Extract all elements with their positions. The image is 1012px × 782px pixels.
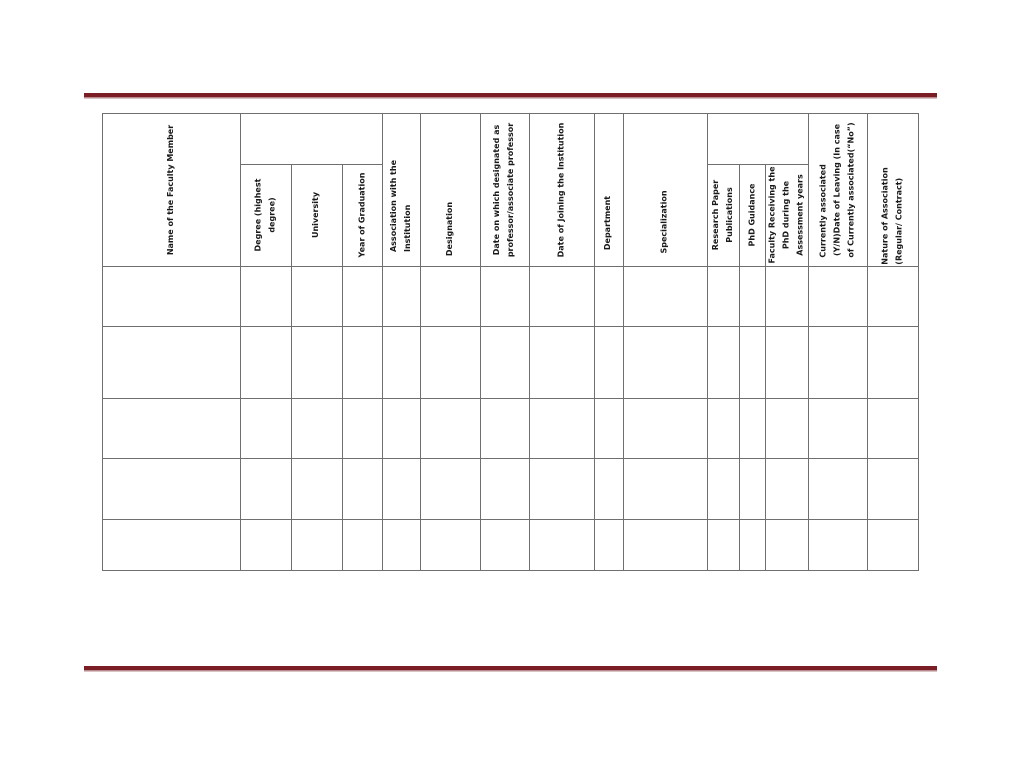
header-name <box>102 113 240 266</box>
table-row <box>102 519 919 570</box>
header-date-joining-text: Date of Joining the Institution <box>556 122 566 257</box>
header-date-designated-line1: Date on which designated as <box>492 124 502 255</box>
header-specialization-text: Specialization <box>660 190 669 254</box>
table-border-bottom <box>102 570 919 571</box>
header-degree-line1: Degree (highest <box>253 178 263 252</box>
header-university <box>291 164 342 266</box>
header-year-graduation <box>342 164 382 266</box>
header-specialization <box>623 113 707 266</box>
header-date-joining <box>529 113 594 266</box>
header-association-line2: Institution <box>403 204 412 253</box>
header-nature-line1: Nature of Association <box>880 167 890 265</box>
header-faculty-phd <box>765 164 808 266</box>
header-degree <box>240 164 291 266</box>
table-row <box>102 398 919 458</box>
header-university-text: University <box>311 191 321 239</box>
header-date-designated-line2: professor/associate professor <box>506 122 516 257</box>
header-phd-guidance-text: PhD Guidance <box>747 183 757 247</box>
header-nature-association <box>867 113 918 266</box>
table-row <box>102 326 919 398</box>
header-faculty-phd-line1: Faculty Receiving the <box>767 166 777 264</box>
table-row <box>102 458 919 519</box>
header-faculty-phd-line3: Assessment years <box>795 174 805 256</box>
header-year-graduation-text: Year of Graduation <box>357 172 366 258</box>
header-department-text: Department <box>603 195 613 251</box>
header-nature-line2: (Regular/ Contract) <box>894 177 904 265</box>
header-currently-associated <box>808 113 867 266</box>
header-association-line1: Association with the <box>389 159 398 253</box>
header-currently-line2: (Y/N)Date of Leaving (In case <box>832 123 842 256</box>
header-date-designated <box>480 113 529 266</box>
header-designation <box>420 113 480 266</box>
header-degree-line2: degree) <box>267 197 277 233</box>
header-department <box>594 113 623 266</box>
header-currently-line3: of Currently associated(“No”) <box>846 121 856 258</box>
header-name-text: Name of the Faculty Member <box>165 124 175 255</box>
header-phd-guidance <box>739 164 765 266</box>
header-research <box>707 164 739 266</box>
header-research-line2: Publications <box>725 187 735 243</box>
header-association <box>382 113 420 266</box>
header-research-line1: Research Paper <box>711 179 721 251</box>
table-row <box>102 266 919 326</box>
header-faculty-phd-line2: PhD during the <box>781 180 791 250</box>
header-designation-text: Designation <box>445 201 454 257</box>
header-currently-line1: Currently associated <box>818 163 828 258</box>
